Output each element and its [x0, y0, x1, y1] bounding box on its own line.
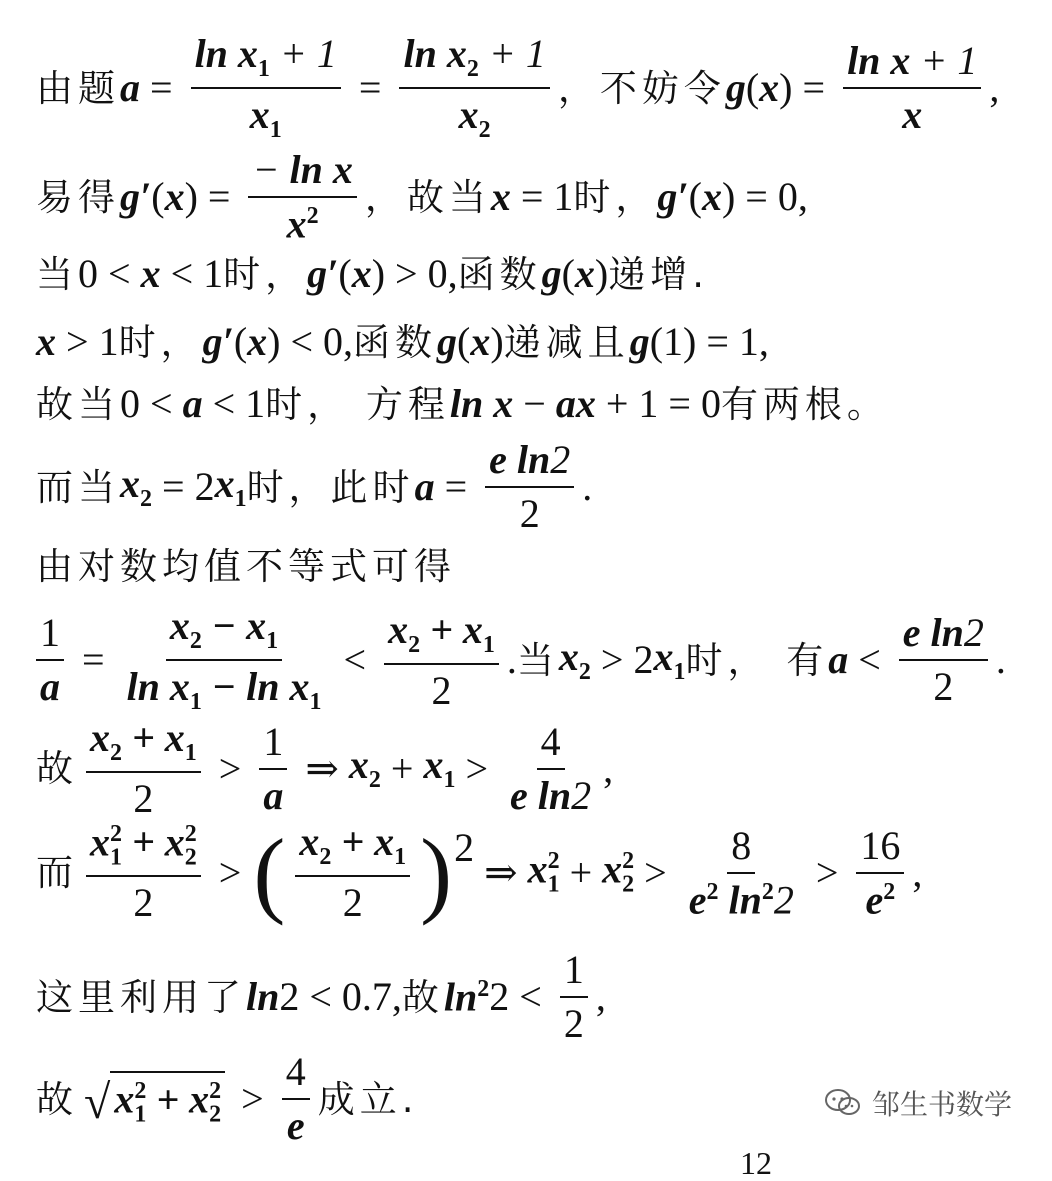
text-mid2: 时， 有 — [685, 638, 829, 682]
text-prefix: 易得 — [36, 175, 120, 219]
text-mid2: 时， — [573, 175, 658, 219]
text-mid: ，故当 — [364, 175, 491, 219]
text-mid: 时， — [118, 320, 203, 364]
text-mid: ，不妨令 — [557, 66, 726, 110]
line-3: 当 0 < x < 1 时， g′ ( x ) > 0, 函数 g ( x ) 递增. — [36, 251, 710, 296]
text-prefix: 故当 — [36, 382, 120, 426]
text-mid: 时， — [223, 252, 308, 296]
line-11: 这里利用了 ln 2 < 0.7, 故 $\ln^2$ 2 < $\frac{1}{2}$ , — [36, 947, 606, 1046]
page-number: 12 — [740, 1145, 772, 1181]
text-prefix: 故 — [36, 747, 78, 790]
text-tail: 成立. — [317, 1077, 419, 1121]
watermark-text: 邹生书数学 — [871, 1088, 1012, 1121]
text-prefix: 而 — [36, 851, 78, 895]
line-12: 故 √ $x_1^2 + x_2^2$ > $\frac{4}{e}$ 成立. — [36, 1049, 419, 1148]
line-9: 故 $\frac{x_2 + x_1}{2}$ > $\frac{1}{a}$ ⇒ $x_2$ + $x_1$ > $\frac{4}{\text{e ln2}}$ , — [36, 715, 614, 821]
text-mid: 时，此时 — [246, 465, 415, 509]
line-10: 而 $\frac{x_1^2 + x_2^2}{2}$ > ( $\frac{x_2 + x_1}{2}$ ) 2 ⇒ $x_1^2$ + $x_2^2$ > $\frac{8}{e^2 \ln^22}$ > $\frac{16}{e^2}$ , — [36, 818, 923, 926]
line-7 — [36, 545, 1032, 588]
text-prefix: 由题 — [36, 66, 120, 110]
text-mid: 故 — [401, 975, 444, 1019]
text-mid3: 递减且 — [503, 320, 630, 364]
text-prefix: 这里利用了 — [36, 975, 246, 1019]
line-6: 而当 $x_2$ = 2 $x_1$ 时，此时 a = $\frac{\text{e ln2}}{2}$ . — [36, 437, 593, 536]
text-mid: 时， 方程 — [265, 382, 450, 426]
text-mid2: 函数 — [353, 320, 438, 364]
watermark — [824, 1083, 1012, 1123]
text-tail: 递增. — [608, 252, 710, 296]
text-mid: 当 — [516, 638, 559, 682]
line-1: 由题 a = $\frac{\ln x_1 + 1}{x_1}$ = $\frac{\ln x_2 + 1}{x_2}$ ，不妨令 g ( x ) = $\frac{\text{ln x + 1}}{x}$ , — [36, 31, 1000, 143]
line-8: $\frac{1}{a}$ = $\frac{x_2 - x_1}{\ln x_1 - \ln x_1}$ < $\frac{x_2 + x_1}{2}$ . 当 $x_2$ > 2 $x_1$ 时， 有 a < $\frac{\text{e ln2}}{2}$ . — [36, 606, 1032, 714]
text-prefix: 而当 — [36, 465, 120, 509]
text-full: 由对数均值不等式可得 — [36, 545, 456, 588]
text-prefix: 当 — [36, 252, 78, 296]
text-tail: 0, — [777, 174, 808, 220]
text-tail: 有两根。 — [720, 382, 889, 426]
text-mid2: 函数 — [457, 252, 542, 296]
line-5: 故当 0 < a < 1 时， 方程 ln x − ax + 1 = 0 有两根。 — [36, 381, 889, 426]
wechat-icon — [824, 1088, 862, 1118]
text-prefix: 故 — [36, 1077, 78, 1121]
sqrt-expression: √ $x_1^2 + x_2^2$ — [84, 1071, 225, 1126]
line-4: x > 1 时， g′ ( x ) < 0, 函数 g ( x ) 递减且 g (1) = 1, — [36, 319, 769, 364]
line-2: 易得 g′ ( x ) = $\frac{\text{− ln x}}{x^2}$ ，故当 x = 1 时， g′ ( x ) = 0, — [36, 147, 808, 247]
